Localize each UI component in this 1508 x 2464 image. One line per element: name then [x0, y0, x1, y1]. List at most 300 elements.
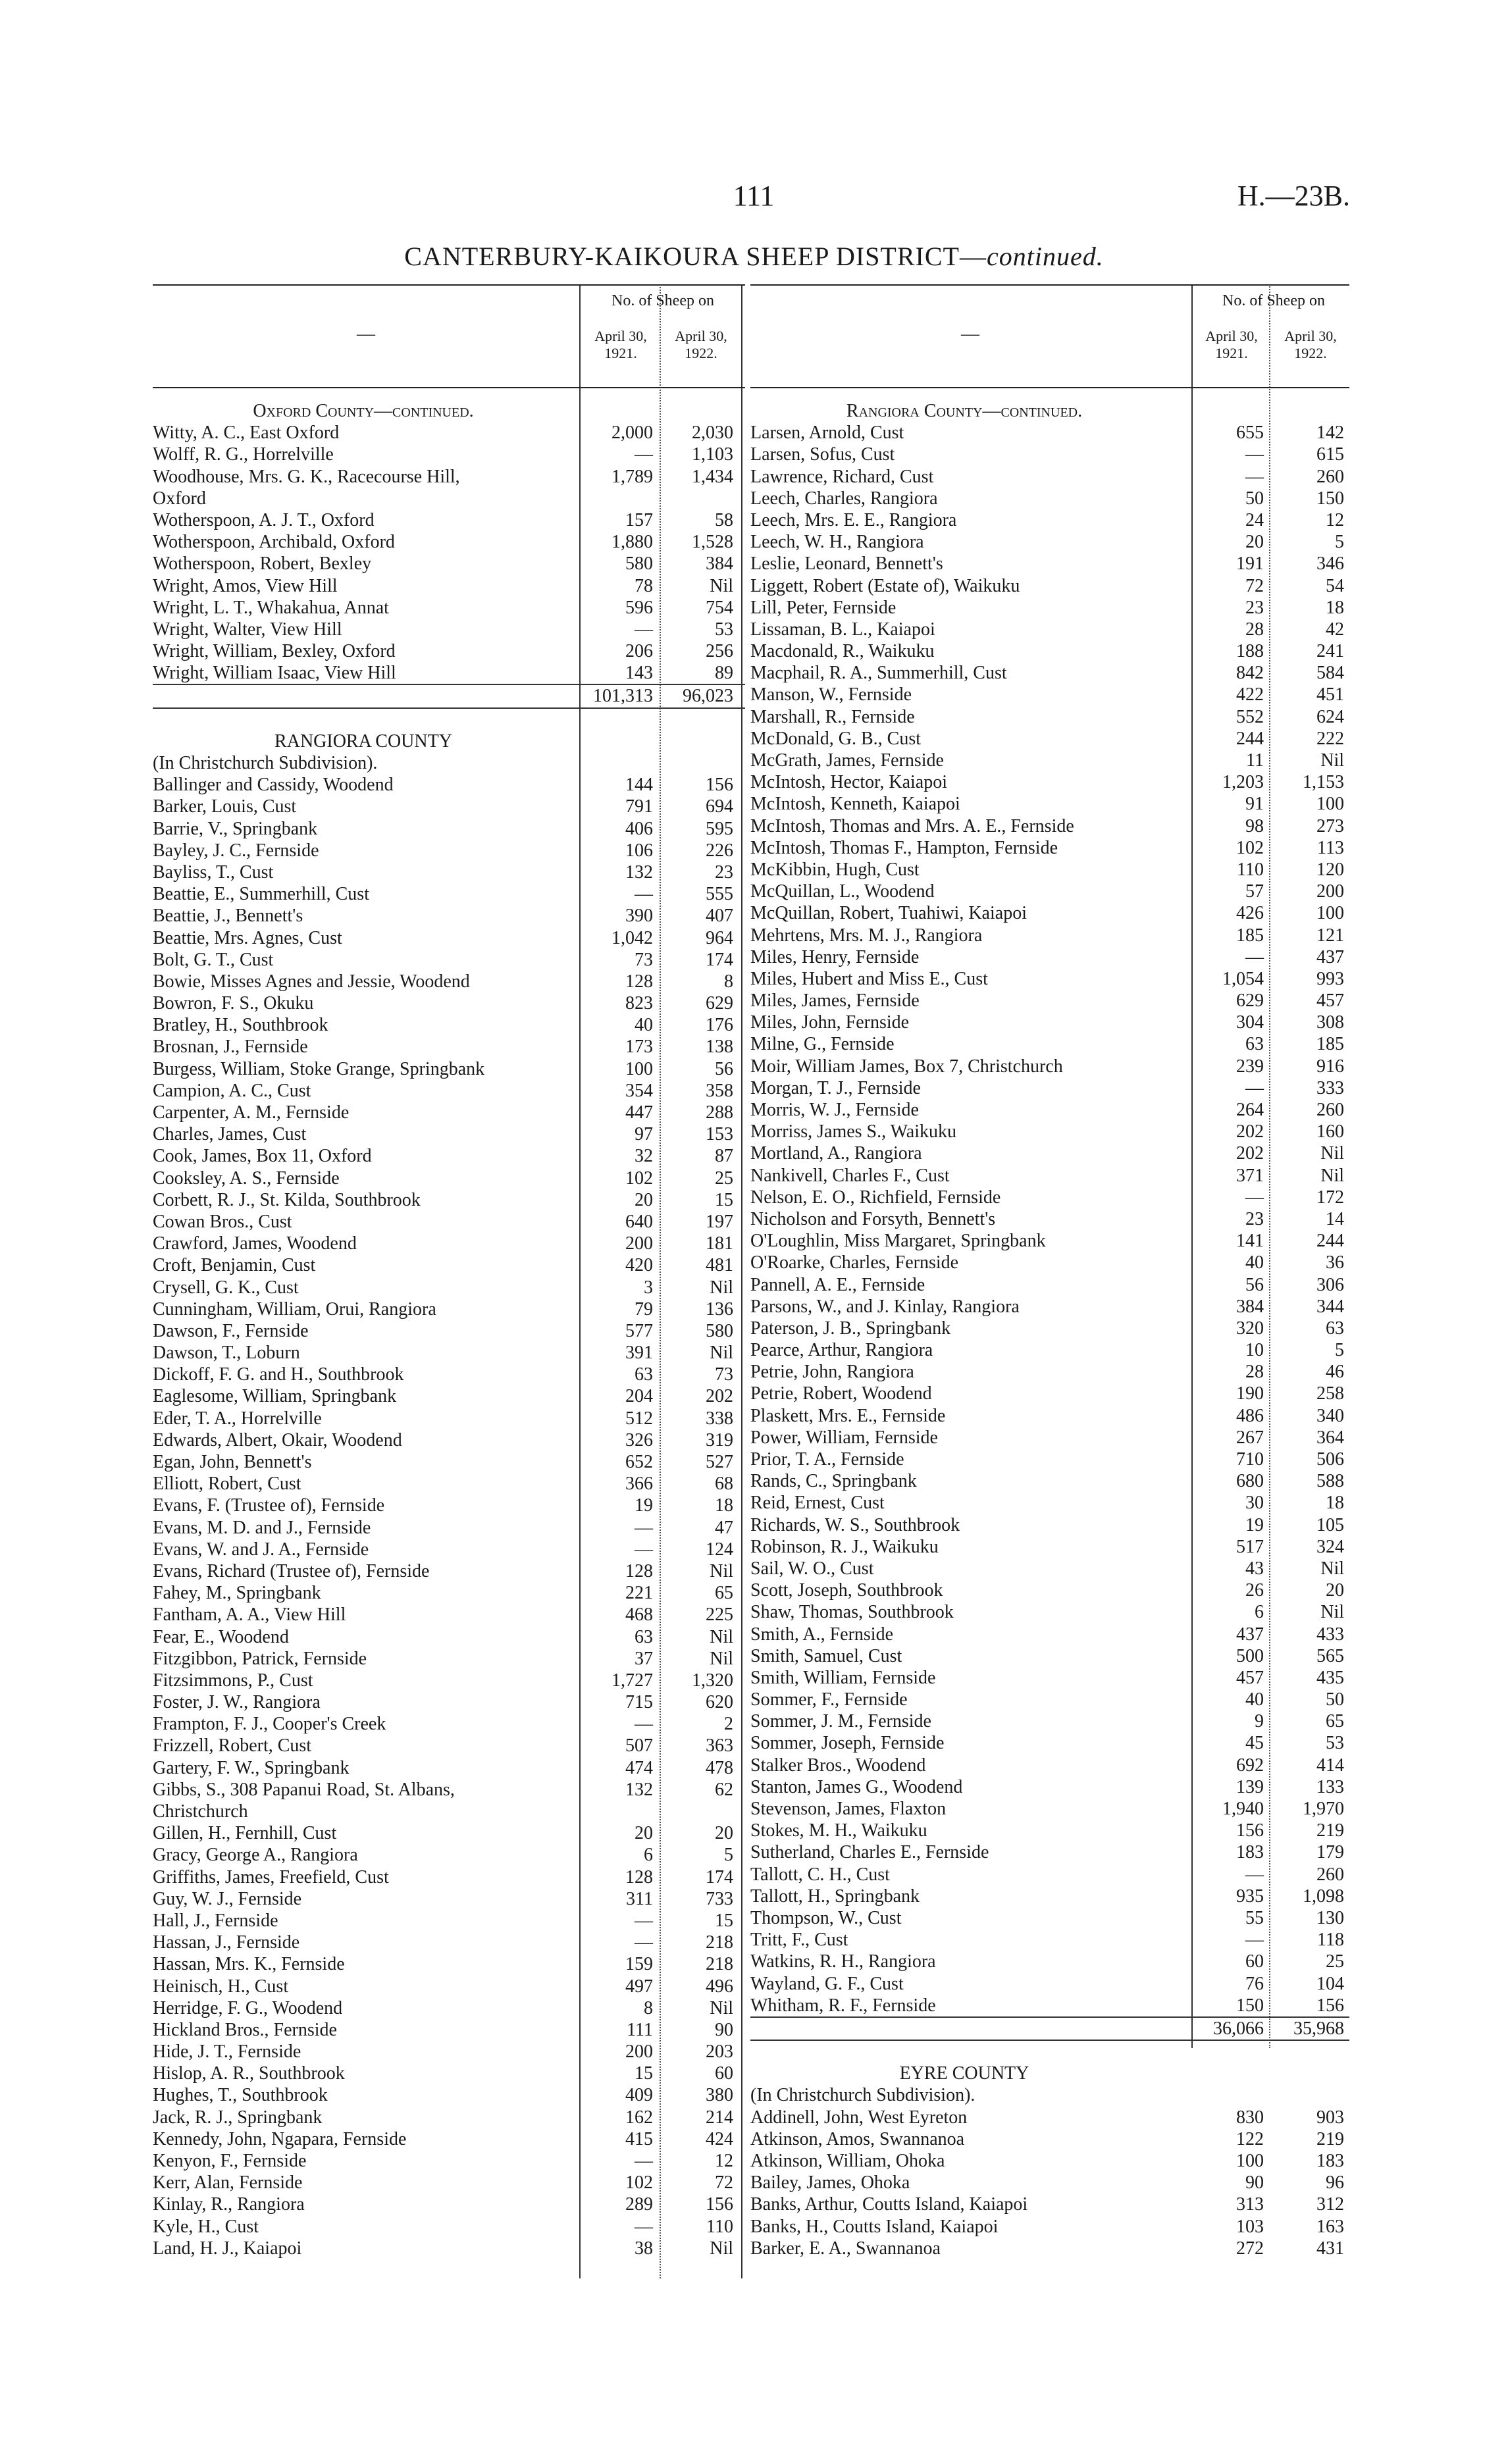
sheep-1921: 157	[625, 509, 653, 530]
sheep-1921: 55	[1245, 1907, 1264, 1928]
row-name: Frizzell, Robert, Cust	[153, 1735, 312, 1757]
sheep-1922: 202	[706, 1386, 733, 1407]
row-name: Wotherspoon, Archibald, Oxford	[153, 532, 395, 553]
sheep-1922: 218	[706, 1932, 733, 1953]
sheep-1922: 113	[1317, 837, 1344, 858]
row-name: Morriss, James S., Waikuku	[750, 1121, 957, 1142]
table-row	[153, 1168, 745, 1189]
table-row	[153, 1757, 745, 1779]
sheep-1921: 830	[1236, 2107, 1264, 2128]
page-code: H.—23B.	[1237, 180, 1350, 212]
table-row	[750, 1601, 1349, 1623]
table-row	[750, 1710, 1349, 1732]
section-heading	[153, 731, 745, 752]
sheep-1922: 53	[715, 619, 733, 640]
table-row	[153, 1844, 745, 1866]
row-name: Banks, H., Coutts Island, Kaiapoi	[750, 2216, 999, 2237]
sheep-1922: 588	[1316, 1471, 1344, 1492]
sheep-1921: 655	[1236, 423, 1264, 444]
sheep-1922: 15	[715, 1189, 733, 1210]
sheep-1921: —	[1245, 444, 1264, 465]
sheep-1922: 694	[706, 796, 733, 817]
row-name: Morgan, T. J., Fernside	[750, 1077, 921, 1098]
sheep-1922: 219	[1316, 1820, 1344, 1841]
table-row	[750, 619, 1349, 640]
table-row	[153, 1910, 745, 1932]
table-row	[153, 1102, 745, 1123]
sheep-1921: 6	[644, 1845, 653, 1866]
sheep-1921: 692	[1236, 1755, 1264, 1776]
row-name: Nicholson and Forsyth, Bennett's	[750, 1208, 996, 1229]
table-row	[153, 927, 745, 949]
sheep-1922: 174	[706, 1866, 733, 1887]
sheep-1922: 200	[1316, 881, 1344, 902]
title-suffix: continued.	[986, 242, 1104, 271]
sheep-1922: 916	[1316, 1056, 1344, 1077]
table-row	[750, 444, 1349, 465]
table-row	[750, 2194, 1349, 2215]
left-rows	[153, 388, 745, 2259]
table-row	[750, 1886, 1349, 1907]
sheep-1922: 2	[724, 1714, 733, 1735]
sheep-1921: 191	[1236, 553, 1264, 575]
row-name: Sommer, J. M., Fernside	[750, 1711, 931, 1732]
sheep-1921: 596	[625, 597, 653, 618]
table-row	[750, 640, 1349, 662]
spacer	[750, 2041, 1349, 2063]
table-row	[750, 1820, 1349, 1841]
row-name: Paterson, J. B., Springbank	[750, 1318, 951, 1339]
table-row	[750, 1252, 1349, 1273]
row-name: Moir, William James, Box 7, Christchurch	[750, 1056, 1063, 1077]
sheep-1922: 380	[706, 2085, 733, 2106]
sheep-1921: 63	[635, 1626, 653, 1647]
row-name: Miles, Henry, Fernside	[750, 946, 920, 967]
sheep-1922: 89	[715, 663, 733, 684]
sheep-1922: 181	[706, 1233, 733, 1254]
table-row	[153, 992, 745, 1014]
row-name: Macphail, R. A., Summerhill, Cust	[750, 663, 1007, 684]
table-row	[153, 1233, 745, 1254]
sheep-1921: 43	[1245, 1558, 1264, 1579]
sheep-1921: 715	[625, 1692, 653, 1713]
table-row	[750, 1755, 1349, 1776]
left-header-year-1922	[662, 328, 740, 362]
table-row	[153, 1036, 745, 1058]
row-name: Campion, A. C., Cust	[153, 1080, 311, 1101]
row-name: Scott, Joseph, Southbrook	[750, 1580, 943, 1601]
sheep-1922: 65	[1326, 1711, 1344, 1732]
sheep-1922: 478	[706, 1757, 733, 1778]
table-row	[750, 793, 1349, 815]
table-row	[153, 1517, 745, 1539]
row-name: Lill, Peter, Fernside	[750, 597, 897, 618]
left-header-year-1921-b: 1921.	[604, 345, 637, 361]
sheep-1921: 132	[625, 861, 653, 883]
sheep-1921: 102	[625, 2172, 653, 2194]
sheep-1922: Nil	[1320, 1558, 1344, 1579]
table-row	[750, 575, 1349, 597]
table-row	[750, 706, 1349, 728]
sheep-1921: 40	[1245, 1689, 1264, 1710]
sheep-1921: 101,313	[593, 686, 653, 707]
sheep-1922: Nil	[1320, 1165, 1344, 1186]
sheep-1922: 496	[706, 1976, 733, 1997]
table-row	[750, 1558, 1349, 1579]
sheep-1922: 340	[1316, 1405, 1344, 1426]
table-row	[153, 553, 745, 575]
row-name: Beattie, E., Summerhill, Cust	[153, 884, 369, 905]
sheep-1922: 620	[706, 1692, 733, 1713]
table-row	[153, 640, 745, 662]
sheep-1922: 15	[715, 1910, 733, 1931]
row-name: Christchurch	[153, 1801, 248, 1822]
sheep-1922: 273	[1316, 815, 1344, 836]
sheep-1922: 35,968	[1293, 2018, 1344, 2039]
table-row	[750, 1230, 1349, 1252]
sheep-1921: 823	[625, 993, 653, 1014]
row-name: Bayley, J. C., Fernside	[153, 840, 319, 861]
sheep-1921: 791	[625, 796, 653, 817]
sheep-1921: 577	[625, 1320, 653, 1341]
table-row	[750, 2150, 1349, 2172]
right-header-sheep-on: No. of Sheep on	[1222, 292, 1325, 309]
sheep-1921: 19	[1245, 1514, 1264, 1535]
section-heading	[153, 400, 745, 422]
total-row	[750, 2016, 1349, 2041]
table-row	[750, 684, 1349, 706]
table-row	[750, 1492, 1349, 1514]
sheep-1922: 130	[1316, 1907, 1344, 1928]
right-header-year-1922	[1272, 328, 1349, 362]
sheep-1922: 358	[706, 1080, 733, 1101]
sheep-1921: 188	[1236, 641, 1264, 662]
table-row	[153, 2041, 745, 2063]
row-name: Kennedy, John, Ngapara, Fernside	[153, 2128, 407, 2149]
sheep-1921: 45	[1245, 1733, 1264, 1754]
sheep-1921: 680	[1236, 1471, 1264, 1492]
right-column	[750, 284, 1349, 2259]
sheep-1922: 203	[706, 2041, 733, 2063]
sheep-1921: 652	[625, 1452, 653, 1472]
sheep-1922: 437	[1316, 946, 1344, 967]
table-row	[153, 1976, 745, 1997]
row-name: Barrie, V., Springbank	[153, 818, 318, 839]
table-row	[153, 1801, 745, 1822]
table-row	[750, 1077, 1349, 1099]
sheep-1922: Nil	[710, 1560, 733, 1581]
row-name: Wright, William Isaac, View Hill	[153, 663, 396, 684]
sheep-1921: 19	[635, 1495, 653, 1516]
row-name: McIntosh, Thomas and Mrs. A. E., Fernside	[750, 815, 1074, 836]
table-row	[750, 1165, 1349, 1187]
sheep-1921: 320	[1236, 1318, 1264, 1339]
table-row	[153, 1342, 745, 1364]
sheep-1921: 500	[1236, 1645, 1264, 1666]
sheep-1922: 96	[1326, 2172, 1344, 2194]
left-header-year-1922-a: April 30,	[675, 328, 727, 344]
row-name: Hassan, Mrs. K., Fernside	[153, 1954, 345, 1975]
row-name: McIntosh, Hector, Kaiapoi	[750, 772, 948, 793]
sheep-1921: 122	[1236, 2128, 1264, 2149]
sheep-1922: Nil	[710, 1343, 733, 1364]
row-name: Evans, W. and J. A., Fernside	[153, 1539, 369, 1560]
table-row	[750, 422, 1349, 444]
row-name: Thompson, W., Cust	[750, 1907, 902, 1928]
right-header-year-1922-a: April 30,	[1284, 328, 1337, 344]
sheep-1922: 14	[1326, 1208, 1344, 1229]
row-name: Prior, T. A., Fernside	[750, 1449, 904, 1470]
row-name: Parsons, W., and J. Kinlay, Rangiora	[750, 1296, 1020, 1317]
sheep-1922: 124	[706, 1539, 733, 1560]
sheep-1922: 258	[1316, 1383, 1344, 1404]
row-name: Manson, W., Fernside	[750, 684, 912, 706]
sheep-1922: Nil	[710, 1648, 733, 1669]
sheep-1922: 629	[706, 993, 733, 1014]
row-name: Miles, Hubert and Miss E., Cust	[750, 968, 988, 989]
sheep-1921: 391	[625, 1343, 653, 1364]
sheep-1921: 63	[1245, 1034, 1264, 1055]
sheep-1921: 202	[1236, 1143, 1264, 1164]
table-row	[750, 1427, 1349, 1449]
sheep-1922: 333	[1316, 1077, 1344, 1098]
sheep-1921: 128	[625, 1866, 653, 1887]
sheep-1922: 424	[706, 2128, 733, 2149]
row-name: Tallott, H., Springbank	[750, 1886, 920, 1907]
sheep-1922: 964	[706, 927, 733, 948]
sheep-1922: 138	[706, 1037, 733, 1058]
left-header-year-1922-b: 1922.	[685, 345, 717, 361]
sheep-1921: 371	[1236, 1165, 1264, 1186]
row-name: McIntosh, Kenneth, Kaiapoi	[750, 794, 960, 815]
row-name: Cunningham, William, Orui, Rangiora	[153, 1298, 436, 1320]
row-name: Wayland, G. F., Cust	[750, 1973, 904, 1994]
row-name: Tritt, F., Cust	[750, 1930, 848, 1951]
sheep-1921: 26	[1245, 1580, 1264, 1601]
row-name: Wotherspoon, Robert, Bexley	[153, 553, 372, 575]
sheep-1922: 1,970	[1303, 1799, 1344, 1819]
table-row	[750, 1841, 1349, 1863]
table-row	[153, 818, 745, 840]
table-row	[750, 881, 1349, 902]
sheep-1922: 733	[706, 1888, 733, 1909]
row-name: Ballinger and Cassidy, Woodend	[153, 775, 394, 796]
row-name: McIntosh, Thomas F., Hampton, Fernside	[750, 837, 1058, 858]
sheep-1921: 57	[1245, 881, 1264, 902]
sheep-1921: 102	[1236, 837, 1264, 858]
table-row	[750, 531, 1349, 553]
table-row	[153, 509, 745, 531]
table-row	[153, 774, 745, 796]
right-header-year-1921	[1193, 328, 1270, 362]
sheep-1922: 50	[1326, 1689, 1344, 1710]
table-row	[153, 1451, 745, 1473]
row-name: Witty, A. C., East Oxford	[153, 423, 340, 444]
table-row	[750, 1667, 1349, 1689]
table-row	[750, 1012, 1349, 1033]
sheep-1921: 239	[1236, 1056, 1264, 1077]
sheep-1922: 312	[1316, 2194, 1344, 2215]
row-name: EYRE COUNTY	[899, 2063, 1029, 2084]
table-row	[153, 1277, 745, 1298]
sheep-1921: 190	[1236, 1383, 1264, 1404]
row-name: Bowie, Misses Agnes and Jessie, Woodend	[153, 971, 470, 992]
sheep-1921: 842	[1236, 663, 1264, 684]
sheep-1922: 384	[706, 553, 733, 575]
sheep-1922: 63	[1326, 1318, 1344, 1339]
sheep-1922: 142	[1316, 423, 1344, 444]
row-name: Eaglesome, William, Springbank	[153, 1386, 397, 1407]
sheep-1921: —	[1245, 466, 1264, 487]
sheep-1922: 256	[706, 641, 733, 662]
sheep-1922: 260	[1316, 466, 1344, 487]
row-name: Atkinson, Amos, Swannanoa	[750, 2128, 965, 2149]
sheep-1921: 221	[625, 1583, 653, 1604]
sheep-1922: 260	[1316, 1100, 1344, 1120]
table-row	[750, 553, 1349, 575]
section-heading	[750, 400, 1349, 422]
table-row	[750, 1798, 1349, 1820]
table-row	[153, 1560, 745, 1582]
row-name: Carpenter, A. M., Fernside	[153, 1102, 350, 1123]
table-row	[153, 2172, 745, 2194]
sheep-1922: 2,030	[692, 423, 733, 444]
row-name: Cooksley, A. S., Fernside	[153, 1168, 340, 1189]
sheep-1922: 451	[1316, 684, 1344, 706]
table-row	[750, 1056, 1349, 1077]
table-row	[750, 1121, 1349, 1142]
table-row	[153, 444, 745, 465]
sheep-1921: 106	[625, 840, 653, 861]
table-row	[153, 2107, 745, 2128]
sheep-1921: 1,042	[611, 927, 653, 948]
sheep-1922: 62	[715, 1779, 733, 1800]
row-name: Fantham, A. A., View Hill	[153, 1604, 346, 1626]
sheep-1922: 105	[1316, 1514, 1344, 1535]
table-row	[750, 728, 1349, 750]
sheep-1921: —	[635, 619, 653, 640]
table-row	[153, 2019, 745, 2041]
sheep-1921: 272	[1236, 2238, 1264, 2259]
sheep-1922: 903	[1316, 2107, 1344, 2128]
sheep-1921: 162	[625, 2107, 653, 2128]
row-name: Larsen, Sofus, Cust	[750, 444, 895, 465]
table-row	[750, 1776, 1349, 1798]
sheep-1922: 12	[715, 2151, 733, 2171]
sheep-1921: 468	[625, 1604, 653, 1626]
sheep-1922: 260	[1316, 1864, 1344, 1885]
sheep-1921: 420	[625, 1255, 653, 1276]
table-row	[750, 1208, 1349, 1230]
table-row	[153, 1473, 745, 1495]
row-name: Gillen, H., Fernhill, Cust	[153, 1823, 337, 1844]
sheep-1921: —	[635, 1714, 653, 1735]
row-name: Smith, Samuel, Cust	[750, 1645, 902, 1666]
sheep-1921: 1,789	[611, 466, 653, 487]
row-name: RANGIORA COUNTY	[274, 731, 452, 752]
right-header-year-1922-b: 1922.	[1294, 345, 1327, 361]
row-name: Land, H. J., Kaiapoi	[153, 2238, 302, 2259]
table-row	[153, 1691, 745, 1713]
sheep-1922: 118	[1317, 1930, 1344, 1951]
sheep-1921: 6	[1255, 1602, 1264, 1623]
row-name: Egan, John, Bennett's	[153, 1452, 312, 1472]
table-row	[750, 466, 1349, 488]
row-name: Reid, Ernest, Cust	[750, 1493, 885, 1514]
right-rows	[750, 388, 1349, 2259]
row-name: Rands, C., Springbank	[750, 1471, 917, 1492]
row-name: Wolff, R. G., Horrelville	[153, 444, 334, 465]
table-row	[153, 531, 745, 553]
row-name: Oxford County—continued.	[253, 401, 474, 421]
sheep-1921: 437	[1236, 1624, 1264, 1645]
sheep-1922: 222	[1316, 728, 1344, 749]
sheep-1922: 110	[706, 2216, 733, 2237]
sheep-1921: 517	[1236, 1536, 1264, 1557]
sheep-1922: Nil	[710, 2238, 733, 2259]
sheep-1922: Nil	[1320, 1143, 1344, 1164]
sheep-1921: 1,054	[1222, 968, 1264, 989]
row-name: Fitzgibbon, Patrick, Fernside	[153, 1648, 367, 1669]
table-row	[153, 1495, 745, 1516]
table-row	[153, 1364, 745, 1385]
row-name: Gibbs, S., 308 Papanui Road, St. Albans,	[153, 1779, 455, 1800]
table-row	[153, 1582, 745, 1604]
sheep-1921: 91	[1245, 794, 1264, 815]
table-row	[750, 1099, 1349, 1121]
sheep-1921: 497	[625, 1976, 653, 1997]
sheep-1921: 183	[1236, 1842, 1264, 1863]
table-row	[750, 1579, 1349, 1601]
sheep-1921: 159	[625, 1954, 653, 1975]
table-row	[750, 1470, 1349, 1492]
table-row	[750, 837, 1349, 859]
sheep-1921: 200	[625, 2041, 653, 2063]
row-name: Watkins, R. H., Rangiora	[750, 1951, 936, 1972]
sheep-1921: 10	[1245, 1340, 1264, 1361]
sheep-1921: 512	[625, 1408, 653, 1429]
row-name: Foster, J. W., Rangiora	[153, 1692, 321, 1713]
table-row	[750, 1405, 1349, 1427]
sheep-1922: 18	[1326, 597, 1344, 618]
sheep-1922: 25	[1326, 1951, 1344, 1972]
row-name: Sommer, F., Fernside	[750, 1689, 908, 1710]
sheep-1921: 202	[1236, 1121, 1264, 1142]
row-name: Fitzsimmons, P., Cust	[153, 1670, 313, 1691]
table-row	[153, 466, 745, 488]
sheep-1921: 206	[625, 641, 653, 662]
sheep-1922: 104	[1316, 1973, 1344, 1994]
row-name: Bailey, James, Ohoka	[750, 2172, 910, 2194]
table-row	[750, 1536, 1349, 1558]
sheep-1921: 50	[1245, 488, 1264, 509]
sheep-1921: 426	[1236, 903, 1264, 924]
sheep-1922: 172	[1316, 1187, 1344, 1208]
table-row	[750, 968, 1349, 990]
sheep-1921: 185	[1236, 925, 1264, 946]
sheep-1922: 183	[1316, 2151, 1344, 2171]
row-name: Dawson, F., Fernside	[153, 1320, 309, 1341]
row-name: Heinisch, H., Cust	[153, 1976, 289, 1997]
row-name: Hickland Bros., Fernside	[153, 2019, 337, 2040]
right-header-year-1921-b: 1921.	[1215, 345, 1248, 361]
sheep-1921: 422	[1236, 684, 1264, 706]
row-name: Cowan Bros., Cust	[153, 1211, 292, 1232]
table-row	[153, 2063, 745, 2084]
sheep-1922: 197	[706, 1211, 733, 1232]
sheep-1922: Nil	[1320, 750, 1344, 771]
row-name: McQuillan, L., Woodend	[750, 881, 935, 902]
